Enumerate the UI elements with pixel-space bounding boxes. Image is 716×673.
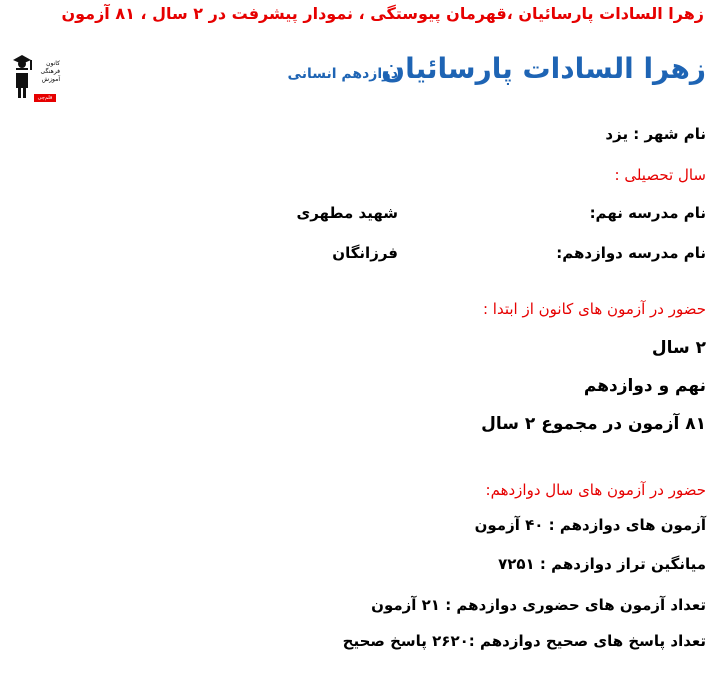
logo-badge: قلم‌چی xyxy=(34,94,56,102)
twelfth-year-heading: حضور در آزمون های سال دوازدهم: xyxy=(485,481,706,499)
twelfth-correct-answers: تعداد پاسخ های صحیح دوازدهم :۲۶۲۰ پاسخ صحیح xyxy=(342,632,706,650)
since-start-total: ۸۱ آزمون در مجموع ۲ سال xyxy=(481,414,706,434)
school-twelfth-value: فرزانگان xyxy=(332,244,398,262)
school-twelfth-label: نام مدرسه دوازدهم: xyxy=(556,244,706,262)
since-start-grades: نهم و دوازدهم xyxy=(583,376,706,396)
twelfth-avg-level: میانگین تراز دوازدهم : ۷۲۵۱ xyxy=(498,555,706,573)
student-grade: دوازدهم انسانی xyxy=(287,66,398,82)
logo-text-line3: آموزش xyxy=(41,76,60,83)
twelfth-exams: آزمون های دوازدهم : ۴۰ آزمون xyxy=(474,516,706,534)
logo-text-line2: فرهنگی xyxy=(40,68,60,75)
logo-text-line1: کانون xyxy=(46,60,60,67)
kanoon-logo xyxy=(10,46,60,108)
headline: زهرا السادات پارسائیان ،قهرمان پیوستگی ، نمودار پیشرفت در ۲ سال ، ۸۱ آزمون xyxy=(61,4,704,23)
city: نام شهر : یزد xyxy=(605,125,706,143)
since-start-heading: حضور در آزمون های کانون از ابتدا : xyxy=(482,300,706,318)
since-start-years: ۲ سال xyxy=(651,338,706,358)
academic-year-label: سال تحصیلی : xyxy=(614,166,706,184)
twelfth-in-person: تعداد آزمون های حضوری دوازدهم : ۲۱ آزمون xyxy=(371,596,706,614)
school-ninth-label: نام مدرسه نهم: xyxy=(589,204,706,222)
school-ninth-value: شهید مطهری xyxy=(296,204,398,222)
student-name: زهرا السادات پارسائیان xyxy=(381,52,706,85)
